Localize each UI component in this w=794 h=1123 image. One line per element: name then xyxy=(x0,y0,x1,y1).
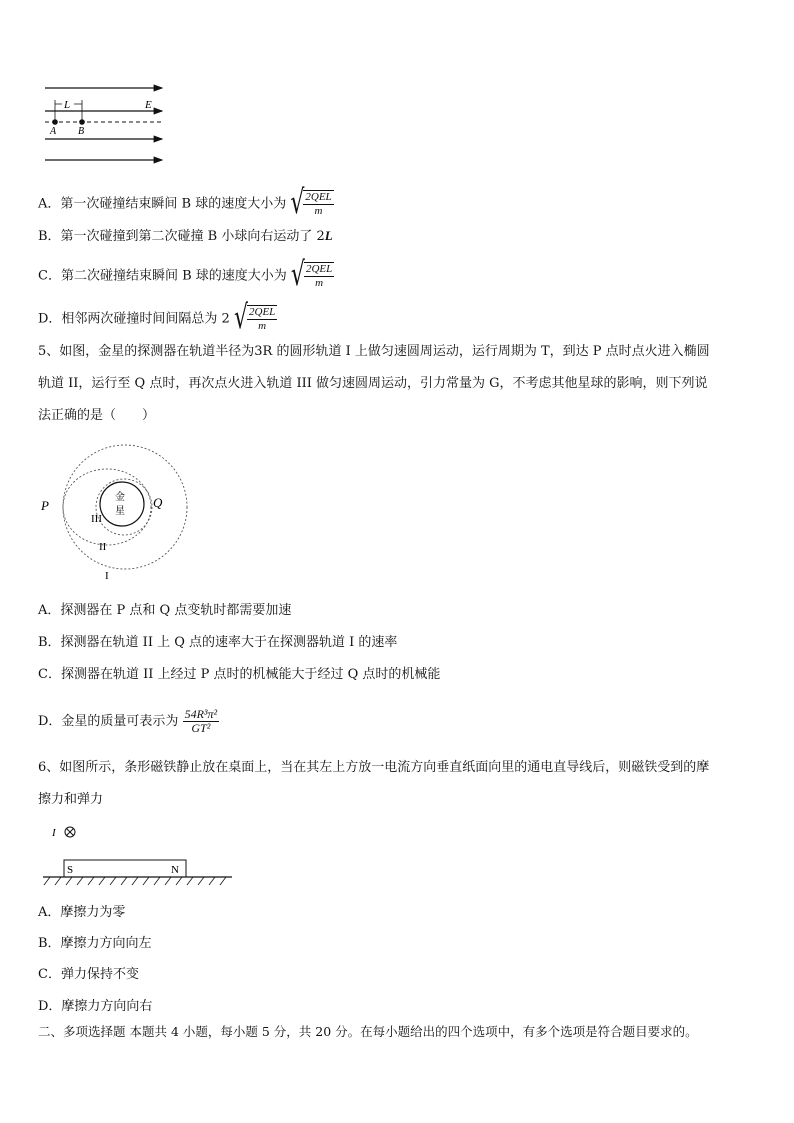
q6-stem-line2: 擦力和弹力 xyxy=(38,792,104,807)
hatch-mark xyxy=(143,877,149,885)
magnet-n-pole: N xyxy=(171,864,179,876)
hatch-mark xyxy=(110,877,116,885)
orbit-ii-label: II xyxy=(99,541,107,553)
q5-option-b: B．探测器在轨道 II 上 Q 点的速率大于在探测器轨道 I 的速率 xyxy=(38,635,398,650)
point-q-label: Q xyxy=(153,495,163,510)
hatch-mark xyxy=(187,877,193,885)
hatch-mark xyxy=(77,877,83,885)
q6-option-d: D．摩擦力方向向右 xyxy=(38,999,153,1014)
q4-option-c: C．第二次碰撞结束瞬间 B 球的速度大小为 √ $\frac{\text{2QEL}}{m}$ xyxy=(38,256,333,294)
distance-label: L xyxy=(64,99,71,111)
q5-option-a: A．探测器在 P 点和 Q 点变轨时都需要加速 xyxy=(38,603,292,618)
magnet-figure xyxy=(40,822,240,890)
hatch-mark xyxy=(220,877,226,885)
bar-magnet xyxy=(64,860,186,877)
q4-option-d: D．相邻两次碰撞时间间隔总为 2 √ $\frac{\text{2QEL}}{m}$ xyxy=(38,299,276,337)
section-2-heading: 二、多项选择题 本题共 4 小题，每小题 5 分，共 20 分。在每小题给出的四个选项中，有多个选项是符合题目要求的。 xyxy=(38,1024,698,1039)
q4-option-a-text: A．第一次碰撞结束瞬间 B 球的速度大小为 xyxy=(38,196,287,212)
orbit-i-label: I xyxy=(105,570,109,582)
svg-text:星: 星 xyxy=(115,506,125,517)
q6-option-c: C．弹力保持不变 xyxy=(38,967,139,982)
hatch-mark xyxy=(209,877,215,885)
hatch-mark xyxy=(176,877,182,885)
q5-stem-line3: 法正确的是（ ） xyxy=(38,408,156,423)
hatch-mark xyxy=(121,877,127,885)
q4-option-a xyxy=(38,184,334,222)
sqrt-expression: √ $\frac{\text{2QEL}}{m}$ xyxy=(233,299,276,337)
sqrt-expression: √ $\frac{\text{2QEL}}{m}$ xyxy=(290,184,332,222)
current-into-page-icon xyxy=(65,827,75,837)
hatch-mark xyxy=(154,877,160,885)
hatch-mark xyxy=(55,877,61,885)
orbit-figure xyxy=(35,440,205,590)
q5-stem-line2: 轨道 II，运行至 Q 点时，再次点火进入轨道 III 做匀速圆周运动，引力常量为 G，不考虑其他星球的影响，则下列说 xyxy=(38,376,708,391)
hatch-mark xyxy=(198,877,204,885)
q6-option-b: B．摩擦力方向向左 xyxy=(38,936,152,951)
orbit-iii-label: III xyxy=(91,513,102,525)
q5-option-c: C．探测器在轨道 II 上经过 P 点时的机械能大于经过 Q 点时的机械能 xyxy=(38,667,441,682)
hatch-mark xyxy=(66,877,72,885)
ball-a-label: A xyxy=(50,126,57,137)
ball-a xyxy=(52,119,58,125)
current-label: I xyxy=(52,827,56,839)
q6-option-a: A．摩擦力为零 xyxy=(38,905,126,920)
q5-option-d: D．金星的质量可表示为 $\frac{\text{54R³π²}}{\text{GT²}}$ xyxy=(38,707,218,735)
ball-b xyxy=(79,119,85,125)
planet-venus xyxy=(100,482,144,526)
q4-option-b: B．第一次碰撞到第二次碰撞 B 小球向右运动了 2L xyxy=(38,228,333,244)
field-label: E xyxy=(145,99,152,111)
point-p-label: P xyxy=(41,498,49,513)
ball-b-label: B xyxy=(78,126,85,137)
hatch-mark xyxy=(44,877,50,885)
hatch-mark xyxy=(132,877,138,885)
hatch-mark xyxy=(88,877,94,885)
q6-stem-line1: 6、如图所示，条形磁铁静止放在桌面上，当在其左上方放一电流方向垂直纸面向里的通电直导线后，则磁铁受到的摩 xyxy=(38,760,710,775)
table-hatching xyxy=(44,877,226,885)
svg-text:金: 金 xyxy=(115,492,125,503)
magnet-s-pole: S xyxy=(67,864,74,876)
sqrt-expression: √ $\frac{\text{2QEL}}{m}$ xyxy=(290,256,333,294)
hatch-mark xyxy=(165,877,171,885)
hatch-mark xyxy=(99,877,105,885)
electric-field-figure xyxy=(40,80,170,170)
q5-stem-line1: 5、如图，金星的探测器在轨道半径为3R 的圆形轨道 I 上做匀速圆周运动，运行周期为 T，到达 P 点时点火进入椭圆 xyxy=(38,344,710,359)
